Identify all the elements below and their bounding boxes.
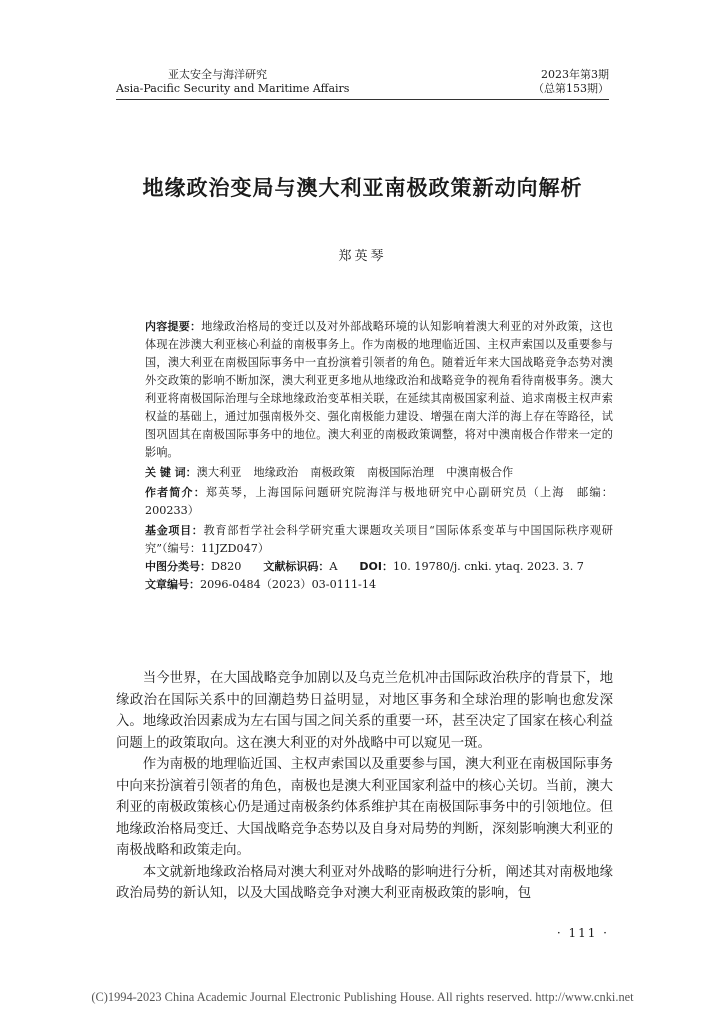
author-info-line [145, 484, 613, 520]
article-number-value: 2096-0484（2023）03-0111-14 [200, 578, 377, 591]
body-text [116, 668, 613, 905]
journal-name-en: Asia-Pacific Security and Maritime Affairs [116, 82, 350, 95]
journal-name [116, 68, 349, 96]
keywords-label: 关 键 词： [145, 466, 197, 479]
clc-label: 中图分类号： [145, 560, 211, 573]
issue-info [533, 68, 609, 96]
issue-number: 2023年第3期 [541, 68, 609, 81]
author-info-label: 作者简介： [145, 486, 206, 499]
body-paragraph-2: 作为南极的地理临近国、主权声索国以及重要参与国，澳大利亚在南极国际事务中向来扮演着引领者的角色，南极也是澳大利亚国家利益中的核心关切。当前，澳大利亚的南极政策核心仍是通过南极条约体系维护其在南极国际事务中的引领地位。但地缘政治格局变迁、大国战略竞争态势以及自身对局势的判断，深刻影响澳大利亚的南极战略和政策走向。 [116, 757, 613, 858]
author-info-text: 郑英琴，上海国际问题研究院海洋与极地研究中心副研究员（上海 邮编：200233） [145, 486, 613, 517]
abstract-paragraph [145, 318, 613, 462]
article-title: 地缘政治变局与澳大利亚南极政策新动向解析 [142, 175, 583, 200]
total-issue-number: （总第153期） [533, 82, 609, 95]
keyword-item: 澳大利亚 [196, 466, 242, 479]
abstract-label: 内容提要： [145, 320, 202, 333]
keyword-item: 中澳南极合作 [446, 466, 514, 479]
fund-label: 基金项目： [145, 524, 204, 537]
classification-line [145, 558, 613, 576]
doc-code-label: 文献标识码： [263, 560, 330, 573]
body-paragraph-3: 本文就新地缘政治格局对澳大利亚对外战略的影响进行分析，阐述其对南极地缘政治局势的新认知，以及大国战略竞争对澳大利亚南极政策的影响，包 [116, 864, 613, 901]
running-header [116, 68, 609, 100]
doi-value: 10. 19780/j. cnki. ytaq. 2023. 3. 7 [393, 560, 584, 573]
clc-value: D820 [211, 560, 242, 573]
doc-code-value: A [329, 560, 338, 573]
article-number-line [145, 576, 613, 594]
copyright-footer: (C)1994-2023 China Academic Journal Electronic Publishing House. All rights reserved. http://www.cnki.net [91, 990, 634, 1004]
keyword-item: 地缘政治 [253, 466, 299, 479]
journal-name-cn: 亚太安全与海洋研究 [168, 68, 267, 81]
abstract-block [145, 318, 613, 594]
body-paragraph-1: 当今世界，在大国战略竞争加剧以及乌克兰危机冲击国际政治秩序的背景下，地缘政治在国际关系中的回潮趋势日益明显，对地区事务和全球治理的影响也愈发深入。地缘政治因素成为左右国与国之间关系的重要一环，甚至决定了国家在核心利益问题上的政策取向。这在澳大利亚的对外战略中可以窥见一斑。 [116, 671, 613, 751]
page-number: · 111 · [556, 926, 609, 940]
fund-line [145, 522, 613, 558]
keyword-item: 南极国际治理 [366, 466, 435, 479]
keywords-line [145, 464, 613, 482]
keyword-item: 南极政策 [310, 466, 355, 479]
fund-text: 教育部哲学社会科学研究重大课题攻关项目“国际体系变革与中国国际秩序观研究”（编号：11JZD047） [145, 524, 613, 555]
article-author: 郑英琴 [338, 249, 387, 264]
abstract-text: 地缘政治格局的变迁以及对外部战略环境的认知影响着澳大利亚的对外政策，这也体现在涉澳大利亚核心利益的南极事务上。作为南极的地理临近国、主权声索国以及重要参与国，澳大利亚在南极国际事务中一直扮演着引领者的角色。随着近年来大国战略竞争态势对澳外交政策的影响不断加深，澳大利亚更多地从地缘政治和战略竞争的视角看待南极事务。澳大利亚将南极国际治理与全球地缘政治变革相关联，在延续其南极国家利益、追求南极主权声索权益的基础上，通过加强南极外交、强化南极能力建设、增强在南大洋的海上存在等路径，试图巩固其在南极国际事务中的地位。澳大利亚的南极政策调整，将对中澳南极合作带来一定的影响。 [145, 320, 613, 459]
article-number-label: 文章编号： [145, 578, 200, 591]
doi-label: DOI： [359, 560, 393, 573]
header-divider [116, 99, 609, 100]
